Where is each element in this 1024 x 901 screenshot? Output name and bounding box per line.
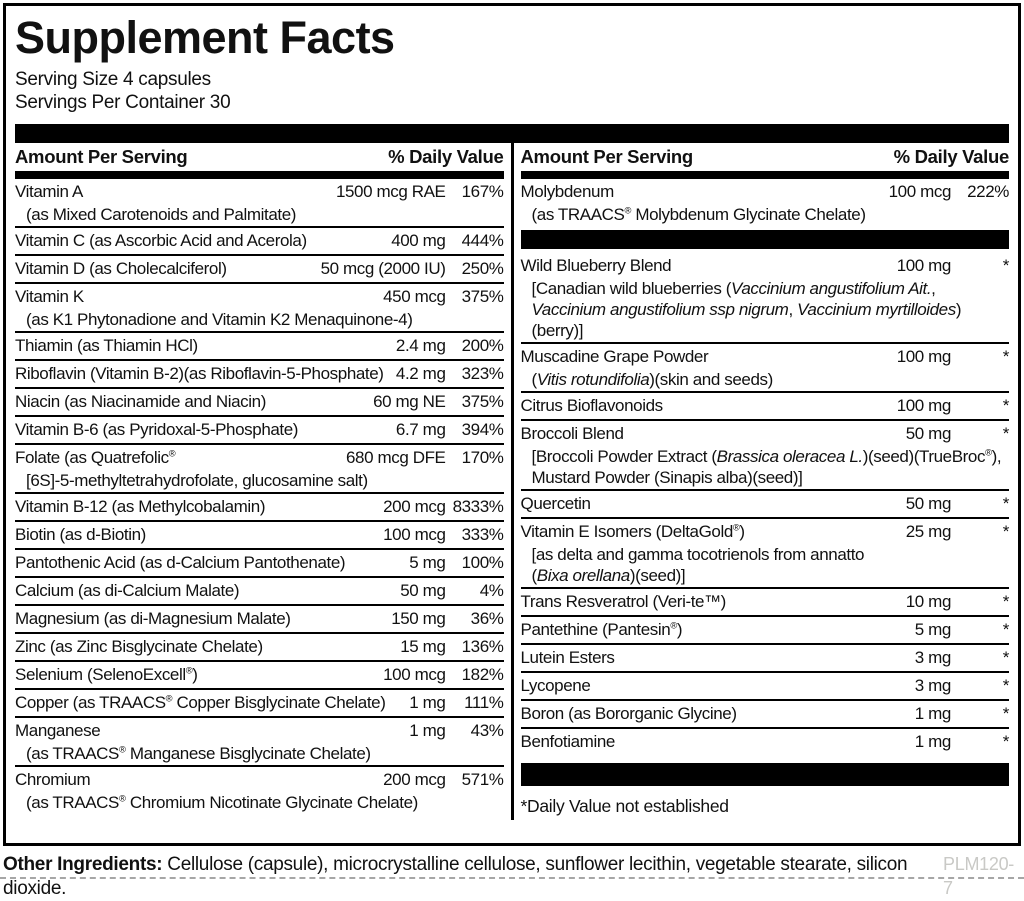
nutrient-dv: * bbox=[1002, 648, 1009, 667]
nutrient-main-line bbox=[15, 257, 504, 281]
nutrient-name: Boron (as Bororganic Glycine) bbox=[520, 704, 737, 723]
header-underbar bbox=[521, 171, 1010, 179]
subtext-segment: )(seed)] bbox=[629, 566, 686, 585]
nutrient-name: Molybdenum bbox=[520, 182, 614, 201]
subtext-segment: )(seed)(TrueBroc®), bbox=[862, 447, 1002, 466]
nutrient-dv: 100% bbox=[461, 553, 504, 572]
dv-footnote: *Daily Value not established bbox=[520, 796, 729, 816]
nutrient-dv: 8333% bbox=[452, 497, 504, 516]
nutrient-main-line bbox=[521, 590, 1010, 614]
botanical-name-italic: Bixa orellana bbox=[536, 566, 630, 585]
nutrient-amount: 1 mg bbox=[409, 721, 446, 740]
nutrient-name: Lycopene bbox=[520, 676, 591, 695]
thick-divider-bar bbox=[15, 124, 1009, 143]
nutrient-main-line bbox=[521, 180, 1010, 204]
nutrient-subtext bbox=[521, 446, 1010, 467]
nutrient-row bbox=[15, 282, 504, 331]
nutrient-main-line bbox=[15, 180, 504, 204]
nutrient-dv: * bbox=[1002, 424, 1009, 443]
nutrient-row bbox=[15, 632, 504, 660]
product-code: PLM120-7 bbox=[943, 854, 1014, 898]
nutrient-subtext bbox=[521, 278, 1010, 341]
nutrient-name: Biotin (as d-Biotin) bbox=[15, 525, 146, 544]
nutrient-dv: * bbox=[1002, 494, 1009, 513]
nutrient-main-line bbox=[15, 495, 504, 519]
nutrient-amount: 3 mg bbox=[914, 648, 951, 667]
header-dv-label: % Daily Value bbox=[388, 146, 504, 167]
nutrient-row bbox=[15, 387, 504, 415]
nutrient-name: Vitamin D (as Cholecalciferol) bbox=[15, 259, 227, 278]
subtext-segment: (as TRAACS® Molybdenum Glycinate Chelate) bbox=[531, 205, 866, 224]
nutrient-main-line bbox=[521, 702, 1010, 726]
nutrient-dv: 250% bbox=[461, 259, 504, 278]
nutrient-row bbox=[15, 226, 504, 254]
nutrient-main-line bbox=[15, 663, 504, 687]
nutrient-amount: 25 mg bbox=[905, 522, 951, 541]
column-left bbox=[15, 143, 504, 820]
nutrient-amount: 100 mg bbox=[896, 396, 951, 415]
nutrient-row bbox=[15, 443, 504, 492]
serving-size: Serving Size 4 capsules bbox=[15, 69, 211, 90]
nutrient-dv: * bbox=[1002, 732, 1009, 751]
nutrient-dv: * bbox=[1002, 592, 1009, 611]
nutrient-row bbox=[15, 548, 504, 576]
header-underbar bbox=[15, 171, 504, 179]
nutrient-subtext bbox=[15, 309, 504, 330]
section-bar bbox=[521, 763, 1010, 786]
column-left-header bbox=[15, 143, 504, 171]
nutrient-name: Niacin (as Niacinamide and Niacin) bbox=[15, 392, 266, 411]
nutrient-name: Chromium bbox=[15, 770, 91, 789]
nutrient-name: Vitamin A bbox=[15, 182, 83, 201]
nutrient-main-line bbox=[521, 646, 1010, 670]
nutrient-amount: 200 mcg bbox=[383, 497, 446, 516]
subtext-segment: ( bbox=[531, 370, 537, 389]
nutrient-main-line bbox=[15, 229, 504, 253]
nutrient-amount: 1 mg bbox=[409, 693, 446, 712]
supplement-facts-panel bbox=[3, 3, 1021, 846]
nutrient-main-line bbox=[521, 492, 1010, 516]
nutrient-dv: 571% bbox=[461, 770, 504, 789]
nutrient-amount: 200 mcg bbox=[383, 770, 446, 789]
nutrient-amount: 400 mg bbox=[391, 231, 446, 250]
nutrient-amount: 10 mg bbox=[905, 592, 951, 611]
nutrient-main-line bbox=[15, 635, 504, 659]
nutrient-name: Vitamin E Isomers (DeltaGold®) bbox=[520, 522, 745, 541]
nutrient-amount: 4.2 mg bbox=[395, 364, 446, 383]
subtext-segment: )(skin and seeds) bbox=[649, 370, 773, 389]
nutrient-row bbox=[521, 671, 1010, 699]
nutrient-row bbox=[521, 587, 1010, 615]
column-right-header bbox=[521, 143, 1010, 171]
nutrient-main-line bbox=[15, 551, 504, 575]
nutrient-row bbox=[521, 699, 1010, 727]
subtext-segment: , bbox=[931, 279, 936, 298]
nutrient-dv: * bbox=[1002, 522, 1009, 541]
nutrient-dv: 444% bbox=[461, 231, 504, 250]
nutrient-main-line bbox=[15, 390, 504, 414]
nutrient-dv: 136% bbox=[461, 637, 504, 656]
nutrient-row bbox=[15, 576, 504, 604]
nutrient-name: Copper (as TRAACS® Copper Bisglycinate Chelate) bbox=[15, 693, 386, 712]
nutrient-row bbox=[521, 489, 1010, 517]
page-title: Supplement Facts bbox=[15, 12, 395, 63]
nutrient-main-line bbox=[521, 520, 1010, 544]
nutrient-row bbox=[521, 419, 1010, 489]
nutrient-amount: 50 mg bbox=[905, 424, 951, 443]
nutrient-amount: 150 mg bbox=[391, 609, 446, 628]
nutrient-row bbox=[521, 517, 1010, 587]
nutrient-row bbox=[521, 391, 1010, 419]
nutrient-row bbox=[521, 342, 1010, 391]
subtext-segment: (as TRAACS® Chromium Nicotinate Glycinate Chelate) bbox=[26, 793, 418, 812]
nutrient-amount: 680 mcg DFE bbox=[345, 448, 446, 467]
nutrient-amount: 50 mg bbox=[400, 581, 446, 600]
nutrient-name: Riboflavin (Vitamin B-2)(as Riboflavin-5-Phosphate) bbox=[15, 364, 384, 383]
nutrient-main-line bbox=[15, 362, 504, 386]
subtext-segment: [Broccoli Powder Extract ( bbox=[531, 447, 717, 466]
subtext-segment: )(berry)] bbox=[531, 300, 962, 340]
nutrient-dv: 4% bbox=[479, 581, 504, 600]
nutrient-row bbox=[521, 179, 1010, 226]
header-dv-label: % Daily Value bbox=[893, 146, 1009, 167]
nutrient-dv: * bbox=[1002, 396, 1009, 415]
header-amount-label: Amount Per Serving bbox=[15, 146, 188, 167]
nutrient-name: Vitamin K bbox=[15, 287, 84, 306]
nutrient-amount: 15 mg bbox=[400, 637, 446, 656]
nutrient-amount: 2.4 mg bbox=[395, 336, 446, 355]
nutrient-row bbox=[15, 331, 504, 359]
nutrient-name: Muscadine Grape Powder bbox=[520, 347, 709, 366]
nutrient-name: Citrus Bioflavonoids bbox=[520, 396, 663, 415]
nutrient-name: Broccoli Blend bbox=[520, 424, 624, 443]
nutrient-dv: * bbox=[1002, 676, 1009, 695]
subtext-segment: (as K1 Phytonadione and Vitamin K2 Menaquinone-4) bbox=[26, 310, 413, 329]
other-ingredients-text: Cellulose (capsule), microcrystalline cellulose, sunflower lecithin, vegetable stearate, silicon dioxide. bbox=[3, 854, 908, 899]
nutrient-dv: 200% bbox=[461, 336, 504, 355]
nutrient-dv: 375% bbox=[461, 287, 504, 306]
subtext-segment: [as delta and gamma tocotrienols from annatto bbox=[531, 545, 865, 564]
header-amount-label: Amount Per Serving bbox=[520, 146, 693, 167]
subtext-segment: Mustard Powder (Sinapis alba)(seed)] bbox=[531, 468, 803, 487]
other-ingredients-label: Other Ingredients: bbox=[3, 854, 163, 875]
nutrient-main-line bbox=[521, 254, 1010, 278]
nutrient-main-line bbox=[15, 446, 504, 470]
nutrient-subtext bbox=[521, 565, 1010, 586]
nutrient-subtext bbox=[521, 369, 1010, 390]
nutrient-row bbox=[15, 765, 504, 814]
nutrient-amount: 3 mg bbox=[914, 676, 951, 695]
nutrient-main-line bbox=[521, 394, 1010, 418]
nutrient-row bbox=[15, 688, 504, 716]
nutrient-subtext bbox=[521, 204, 1010, 225]
nutrient-amount: 1 mg bbox=[914, 704, 951, 723]
nutrient-subtext bbox=[521, 544, 1010, 565]
nutrient-name: Vitamin B-6 (as Pyridoxal-5-Phosphate) bbox=[15, 420, 299, 439]
nutrient-amount: 100 mcg bbox=[888, 182, 951, 201]
nutrient-amount: 100 mg bbox=[896, 256, 951, 275]
nutrient-row bbox=[15, 660, 504, 688]
column-right bbox=[521, 143, 1010, 820]
nutrient-main-line bbox=[15, 768, 504, 792]
nutrient-dv: 111% bbox=[464, 693, 504, 712]
nutrient-dv: 170% bbox=[461, 448, 504, 467]
nutrient-amount: 5 mg bbox=[409, 553, 446, 572]
facts-table bbox=[15, 143, 1009, 820]
nutrient-row bbox=[15, 359, 504, 387]
nutrient-main-line bbox=[15, 418, 504, 442]
nutrient-dv: 182% bbox=[461, 665, 504, 684]
nutrient-main-line bbox=[521, 730, 1010, 754]
nutrient-main-line bbox=[15, 719, 504, 743]
nutrient-dv: 323% bbox=[461, 364, 504, 383]
nutrient-amount: 5 mg bbox=[914, 620, 951, 639]
section-bar bbox=[521, 230, 1010, 249]
nutrient-subtext bbox=[15, 204, 504, 225]
nutrient-name: Thiamin (as Thiamin HCl) bbox=[15, 336, 198, 355]
cropped-text-artifact bbox=[0, 877, 1024, 879]
nutrient-amount: 60 mg NE bbox=[373, 392, 446, 411]
nutrient-main-line bbox=[521, 618, 1010, 642]
nutrient-dv: * bbox=[1002, 256, 1009, 275]
botanical-name-italic: Vitis rotundifolia bbox=[536, 370, 650, 389]
servings-per-container: Servings Per Container 30 bbox=[15, 92, 231, 113]
nutrient-name: Pantethine (Pantesin®) bbox=[520, 620, 683, 639]
nutrient-dv: 43% bbox=[470, 721, 504, 740]
nutrient-main-line bbox=[15, 334, 504, 358]
nutrient-dv: 167% bbox=[461, 182, 504, 201]
botanical-name-italic: Brassica oleracea L. bbox=[716, 447, 863, 466]
nutrient-name: Wild Blueberry Blend bbox=[520, 256, 672, 275]
nutrient-row bbox=[15, 415, 504, 443]
nutrient-main-line bbox=[521, 422, 1010, 446]
nutrient-amount: 100 mcg bbox=[383, 525, 446, 544]
nutrient-row bbox=[15, 520, 504, 548]
subtext-segment: ( bbox=[531, 566, 537, 585]
nutrient-amount: 450 mcg bbox=[383, 287, 446, 306]
nutrient-subtext bbox=[15, 470, 504, 491]
nutrient-rows-right bbox=[521, 179, 1010, 820]
nutrient-name: Zinc (as Zinc Bisglycinate Chelate) bbox=[15, 637, 263, 656]
subtext-segment: (as Mixed Carotenoids and Palmitate) bbox=[26, 205, 297, 224]
nutrient-dv: 333% bbox=[461, 525, 504, 544]
nutrient-amount: 100 mcg bbox=[383, 665, 446, 684]
nutrient-main-line bbox=[15, 579, 504, 603]
nutrient-dv: 394% bbox=[461, 420, 504, 439]
nutrient-name: Benfotiamine bbox=[520, 732, 615, 751]
nutrient-name: Quercetin bbox=[520, 494, 591, 513]
nutrient-subtext bbox=[521, 467, 1010, 488]
nutrient-name: Magnesium (as di-Magnesium Malate) bbox=[15, 609, 291, 628]
nutrient-amount: 6.7 mg bbox=[395, 420, 446, 439]
nutrient-name: Manganese bbox=[15, 721, 101, 740]
nutrient-dv: 222% bbox=[967, 182, 1009, 201]
nutrient-name: Trans Resveratrol (Veri-te™) bbox=[520, 592, 726, 611]
nutrient-dv: 36% bbox=[470, 609, 504, 628]
nutrient-amount: 100 mg bbox=[896, 347, 951, 366]
nutrient-name: Lutein Esters bbox=[520, 648, 615, 667]
nutrient-row bbox=[15, 179, 504, 226]
nutrient-amount: 1500 mcg RAE bbox=[335, 182, 446, 201]
nutrient-row bbox=[521, 615, 1010, 643]
nutrient-amount: 50 mcg (2000 IU) bbox=[320, 259, 446, 278]
nutrient-name: Pantothenic Acid (as d-Calcium Pantothenate) bbox=[15, 553, 346, 572]
nutrient-main-line bbox=[15, 607, 504, 631]
nutrient-subtext bbox=[15, 743, 504, 764]
subtext-segment: , bbox=[788, 300, 798, 319]
nutrient-main-line bbox=[521, 345, 1010, 369]
column-divider bbox=[511, 143, 514, 820]
nutrient-row bbox=[521, 253, 1010, 342]
botanical-name-italic: Vaccinium angustifolium Ait. bbox=[731, 279, 932, 298]
nutrient-dv: * bbox=[1002, 620, 1009, 639]
nutrient-row bbox=[15, 716, 504, 765]
nutrient-row bbox=[15, 492, 504, 520]
subtext-segment: [Canadian wild blueberries ( bbox=[531, 279, 732, 298]
nutrient-dv: * bbox=[1002, 704, 1009, 723]
nutrient-dv: 375% bbox=[461, 392, 504, 411]
nutrient-name: Selenium (SelenoExcell®) bbox=[15, 665, 198, 684]
nutrient-row bbox=[521, 643, 1010, 671]
nutrient-main-line bbox=[521, 674, 1010, 698]
nutrient-main-line bbox=[15, 285, 504, 309]
nutrient-name: Vitamin C (as Ascorbic Acid and Acerola) bbox=[15, 231, 307, 250]
nutrient-name: Vitamin B-12 (as Methylcobalamin) bbox=[15, 497, 266, 516]
botanical-name-italic: Vaccinium angustifolium ssp nigrum bbox=[531, 300, 789, 319]
nutrient-row bbox=[521, 727, 1010, 755]
nutrient-row bbox=[15, 604, 504, 632]
nutrient-main-line bbox=[15, 523, 504, 547]
nutrient-subtext bbox=[15, 792, 504, 813]
nutrient-amount: 1 mg bbox=[914, 732, 951, 751]
nutrient-dv: * bbox=[1002, 347, 1009, 366]
nutrient-rows-left bbox=[15, 179, 504, 820]
nutrient-name: Folate (as Quatrefolic® bbox=[15, 448, 176, 467]
subtext-segment: [6S]-5-methyltetrahydrofolate, glucosamine salt) bbox=[26, 471, 368, 490]
nutrient-amount: 50 mg bbox=[905, 494, 951, 513]
subtext-segment: (as TRAACS® Manganese Bisglycinate Chelate) bbox=[26, 744, 371, 763]
nutrient-row bbox=[15, 254, 504, 282]
botanical-name-italic: Vaccinium myrtilloides bbox=[797, 300, 956, 319]
nutrient-main-line bbox=[15, 691, 504, 715]
nutrient-name: Calcium (as di-Calcium Malate) bbox=[15, 581, 240, 600]
